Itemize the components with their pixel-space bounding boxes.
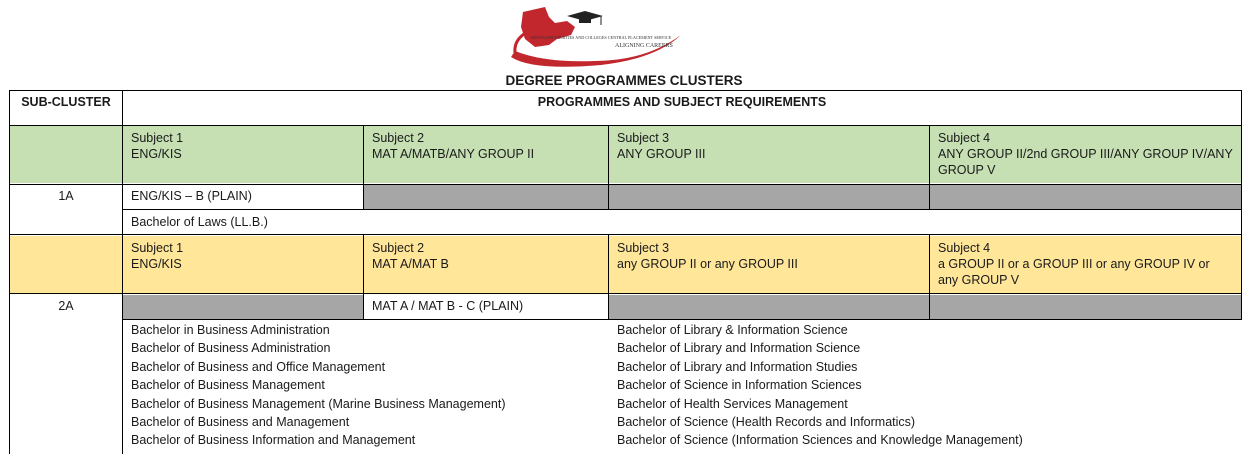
cluster2-grey-cell-4 (930, 295, 1241, 319)
cluster2-min-requirement: MAT A / MAT B - C (PLAIN) (372, 299, 524, 313)
list-item: Bachelor of Science (Information Sciences and Knowledge Management) (617, 433, 1023, 448)
sub-cluster-1a: 1A (58, 189, 74, 203)
cluster1-subject1: Subject 1 ENG/KIS (123, 126, 363, 183)
list-item: Bachelor in Business Administration (131, 323, 330, 337)
list-item: Bachelor of Business Management (131, 378, 325, 393)
grid-line (1241, 90, 1242, 320)
kuccps-logo (505, 5, 695, 69)
list-item: Bachelor of Business Management (Marine Business Management) (131, 396, 506, 411)
cluster2-grey-cell-1 (123, 295, 363, 319)
list-item: Bachelor of Business and Management (131, 415, 350, 430)
list-item: Bachelor of Science (Health Records and Informatics) (617, 415, 916, 430)
cluster2-subject4: Subject 4 a GROUP II or a GROUP III or any GROUP IV or any GROUP V (930, 236, 1241, 293)
list-item: Bachelor of Business Administration (131, 341, 331, 356)
sub-cluster-2a: 2A (58, 299, 74, 313)
cluster2-subject2: Subject 2 MAT A/MAT B (364, 236, 608, 293)
cluster1-grey-cell-2 (364, 185, 608, 209)
list-item: Bachelor of Science in Information Sciences (617, 378, 862, 393)
list-item: Bachelor of Library and Information Studies (617, 359, 858, 374)
logo-text-line2: ALIGNING CAREERS (615, 43, 673, 49)
grid-line (929, 234, 930, 320)
list-item: Bachelor of Business Information and Management (131, 433, 416, 448)
grid-line (608, 234, 609, 320)
grid-line (122, 209, 1242, 210)
requirements-header: PROGRAMMES AND SUBJECT REQUIREMENTS (537, 95, 827, 109)
list-item: Bachelor of Business and Office Management (131, 359, 386, 374)
cluster1-grey-cell-4 (930, 185, 1241, 209)
cluster2-subject3: Subject 3 any GROUP II or any GROUP III (609, 236, 929, 293)
list-item: Bachelor of Library and Information Science (617, 341, 861, 356)
cluster1-min-requirement: ENG/KIS – B (PLAIN) (131, 189, 252, 203)
grid-line (9, 90, 10, 454)
list-item: Bachelor of Library & Information Science (617, 323, 848, 337)
cluster2-subject1: Subject 1 ENG/KIS (123, 236, 363, 293)
grid-line (122, 90, 123, 454)
cluster1-grey-cell-3 (609, 185, 929, 209)
grid-line (122, 319, 1242, 320)
grid-line (9, 234, 1242, 235)
cluster2-programmes-left (131, 321, 506, 450)
grid-line (9, 184, 1242, 185)
grid-line (363, 234, 364, 320)
cluster1-subject3: Subject 3 ANY GROUP III (609, 126, 929, 183)
grid-line (929, 125, 930, 210)
cluster1-subject4: Subject 4 ANY GROUP II/2nd GROUP III/ANY GROUP IV/ANY GROUP V (930, 126, 1241, 183)
cluster1-subcluster-blank (10, 126, 122, 183)
cluster2-grey-cell-3 (609, 295, 929, 319)
logo-text-line1: KENYA UNIVERSITIES AND COLLEGES CENTRAL PLACEMENT SERVICE (531, 35, 672, 40)
list-item: Bachelor of Health Services Management (617, 396, 848, 411)
sub-cluster-header: SUB-CLUSTER (21, 95, 111, 109)
grid-line (9, 125, 1242, 126)
cluster2-programmes-right (617, 321, 1023, 450)
page-title: DEGREE PROGRAMMES CLUSTERS (505, 73, 743, 88)
grid-line (9, 293, 1242, 294)
grid-line (363, 125, 364, 210)
cluster1-programme: Bachelor of Laws (LL.B.) (131, 215, 268, 229)
cluster1-subject2: Subject 2 MAT A/MATB/ANY GROUP II (364, 126, 608, 183)
grid-line (608, 125, 609, 210)
grid-line (9, 90, 1242, 91)
cluster2-subcluster-blank (10, 236, 122, 293)
